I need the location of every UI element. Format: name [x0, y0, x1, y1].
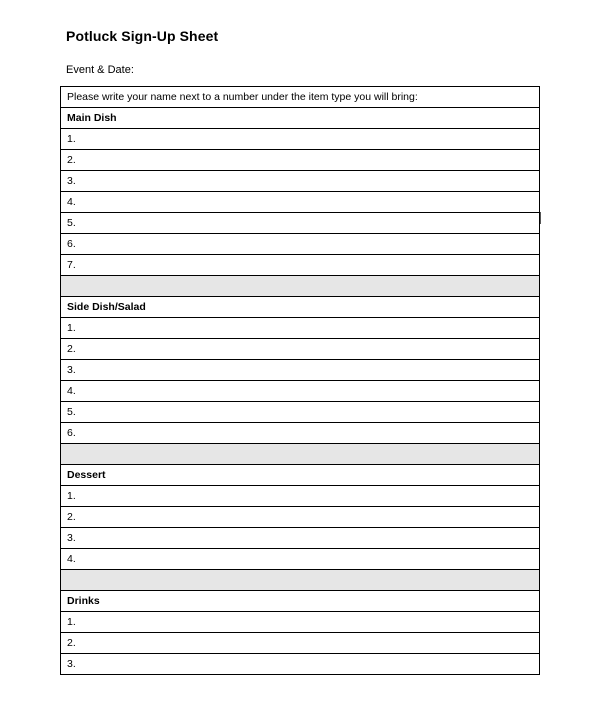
signup-row-dessert-2[interactable]: 2. [61, 507, 539, 528]
signup-row-drinks-3[interactable]: 3. [61, 654, 539, 675]
signup-row-main-dish-4[interactable]: 4. [61, 192, 539, 213]
signup-row-side-dish-2[interactable]: 2. [61, 339, 539, 360]
section-heading-main-dish: Main Dish [61, 108, 539, 129]
section-heading-drinks: Drinks [61, 591, 539, 612]
signup-row-main-dish-3[interactable]: 3. [61, 171, 539, 192]
section-divider [61, 570, 539, 591]
section-divider [61, 276, 539, 297]
signup-row-main-dish-2[interactable]: 2. [61, 150, 539, 171]
instruction-row: Please write your name next to a number under the item type you will bring: [61, 87, 539, 108]
event-date-label: Event & Date: [66, 64, 134, 76]
signup-row-side-dish-3[interactable]: 3. [61, 360, 539, 381]
page-title: Potluck Sign-Up Sheet [66, 28, 219, 44]
signup-row-side-dish-4[interactable]: 4. [61, 381, 539, 402]
signup-table [60, 86, 540, 675]
signup-row-side-dish-6[interactable]: 6. [61, 423, 539, 444]
signup-row-drinks-2[interactable]: 2. [61, 633, 539, 654]
signup-row-main-dish-6[interactable]: 6. [61, 234, 539, 255]
text-cursor [540, 212, 541, 224]
signup-row-drinks-1[interactable]: 1. [61, 612, 539, 633]
section-divider [61, 444, 539, 465]
section-heading-dessert: Dessert [61, 465, 539, 486]
signup-row-dessert-4[interactable]: 4. [61, 549, 539, 570]
signup-row-main-dish-5[interactable]: 5. [61, 213, 539, 234]
signup-row-main-dish-7[interactable]: 7. [61, 255, 539, 276]
signup-row-side-dish-5[interactable]: 5. [61, 402, 539, 423]
section-heading-side-dish: Side Dish/Salad [61, 297, 539, 318]
signup-row-dessert-3[interactable]: 3. [61, 528, 539, 549]
signup-row-main-dish-1[interactable]: 1. [61, 129, 539, 150]
signup-row-side-dish-1[interactable]: 1. [61, 318, 539, 339]
signup-row-dessert-1[interactable]: 1. [61, 486, 539, 507]
